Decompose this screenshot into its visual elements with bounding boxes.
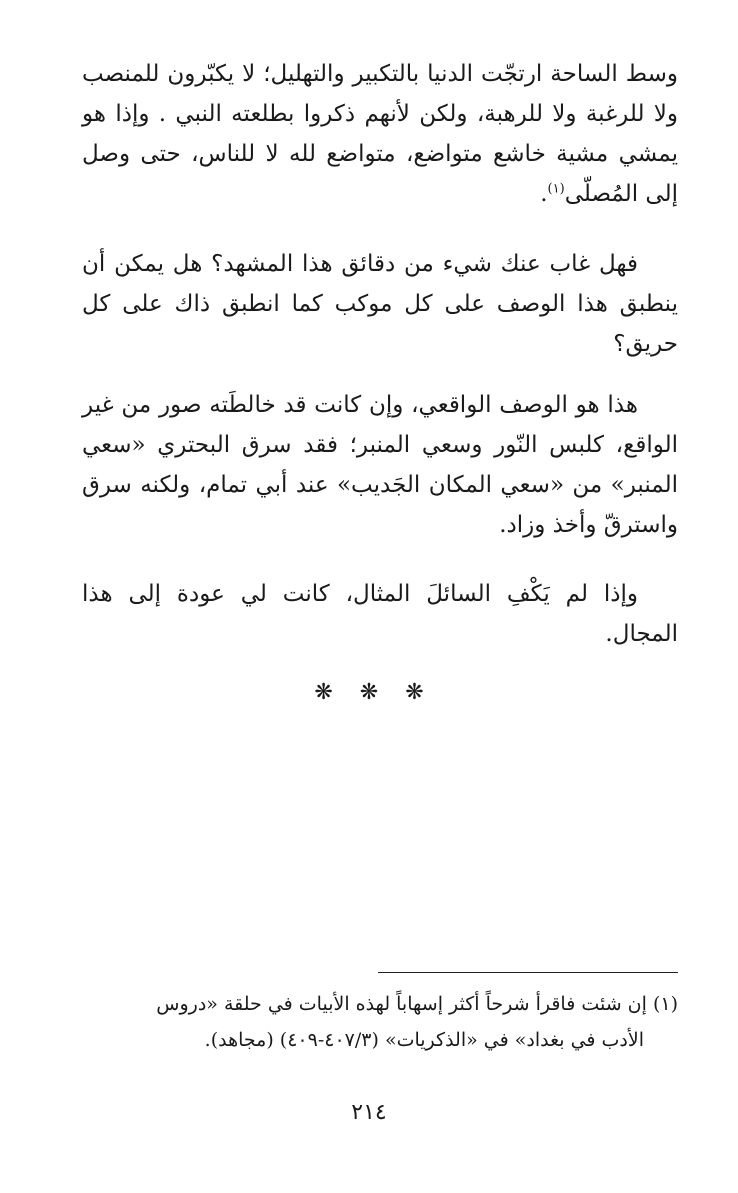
footnote-reference[interactable]: (١) [547,181,565,197]
paragraph-3: هذا هو الوصف الواقعي، وإن كانت قد خالطَته صور من غير الواقع، كلبس النّور وسعي المنبر؛ فقد سرق البحتري «سعي المنبر» من «سعي المكان الجَديب» عند أبي تمام، ولكنه سرق واسترقّ وأخذ وزاد. [82,392,678,538]
paragraph-1 [82,54,678,214]
paragraph-2: فهل غاب عنك شيء من دقائق هذا المشهد؟ هل يمكن أن ينطبق هذا الوصف على كل موكب كما انطبق ذاك على كل حريق؟ [82,251,678,357]
separator-star-icon: ❋ [359,680,379,705]
separator-star-icon: ❋ [314,680,333,705]
paragraph-1-text: وسط الساحة ارتجّت الدنيا بالتكبير والتهليل؛ لا يكبّرون للمنصب ولا للرغبة ولا للرهبة، ولكن لأنهم ذكروا بطلعته النبي . وإذا هو يمشي مشية خاشع متواضع، متواضع لله لا للناس، حتى وصل إلى المُصلّى [82,61,678,207]
footnote [82,986,678,1058]
paragraph-1-end: . [540,181,548,207]
separator-star-icon: ❋ [405,680,424,705]
footnote-line-1: (١) إن شئت فاقرأ شرحاً أكثر إسهاباً لهذه الأبيات في حلقة «دروس [156,993,678,1015]
paragraph-4: وإذا لم يَكْفِ السائلَ المثال، كانت لي عودة إلى هذا المجال. [82,581,678,647]
page-number: ٢١٤ [351,1100,387,1125]
footnote-line-2: الأدب في بغداد» في «الذكريات» (٤٠٧/٣-٤٠٩) (مجاهد). [204,1029,644,1051]
section-separator [0,680,738,705]
footnote-divider [378,972,678,973]
